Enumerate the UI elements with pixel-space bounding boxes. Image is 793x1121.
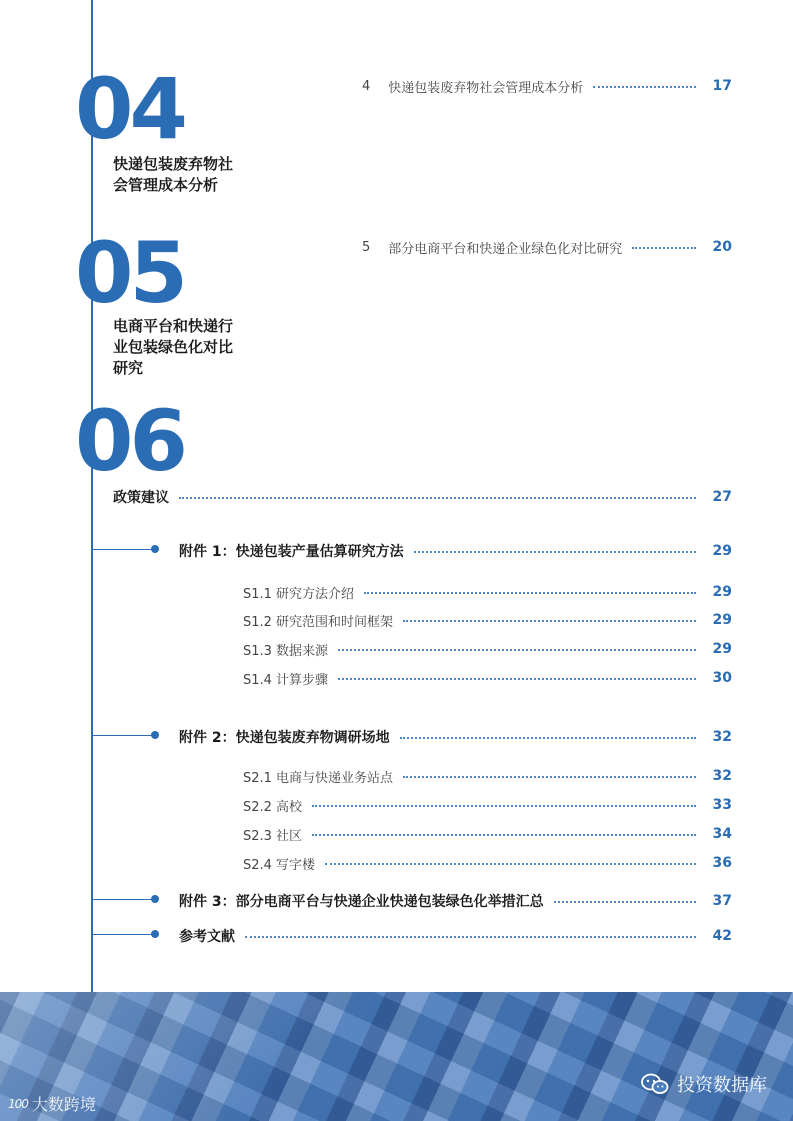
toc-chapter-number: 5 (362, 239, 371, 255)
dot-leader (338, 678, 696, 680)
appendix-bullet-dot (151, 895, 159, 903)
references-bullet-dot (151, 930, 159, 938)
toc-page-number: 29 (712, 612, 732, 628)
dot-leader (403, 776, 696, 778)
toc-page-number: 30 (712, 670, 732, 686)
toc-entry-ch5[interactable] (362, 237, 732, 257)
section-number-04: 04 (75, 60, 184, 158)
toc-page-number: 29 (712, 543, 732, 559)
appendix-bullet-dot (151, 545, 159, 553)
toc-entry-s1-4[interactable] (243, 668, 732, 688)
dot-leader (400, 737, 696, 739)
toc-page-number: 20 (712, 239, 732, 255)
toc-entry-ch6[interactable] (113, 487, 732, 507)
toc-page-number: 33 (712, 797, 732, 813)
toc-label: 附件 1：快递包装产量估算研究方法 (179, 544, 404, 560)
toc-label: 部分电商平台和快递企业绿色化对比研究 (388, 241, 623, 257)
appendix-connector-line (93, 549, 155, 550)
toc-page-number: 17 (712, 78, 732, 94)
toc-label: S2.3 社区 (243, 828, 303, 844)
section-number-05: 05 (75, 224, 184, 322)
wechat-icon (641, 1073, 669, 1095)
toc-chapter-number: 4 (362, 78, 371, 94)
section-title-line: 业包装绿色化对比 (113, 338, 234, 356)
toc-label: 快递包装废弃物社会管理成本分析 (388, 80, 584, 96)
toc-entry-s1-3[interactable] (243, 639, 732, 659)
appendix-connector-line (93, 735, 155, 736)
watermark-right-text: 投资数据库 (677, 1075, 767, 1096)
section-title-line: 会管理成本分析 (113, 176, 219, 194)
toc-page-number: 36 (712, 855, 732, 871)
watermark-right (641, 1071, 767, 1097)
toc-label: S2.1 电商与快递业务站点 (243, 770, 394, 786)
toc-entry-s2-2[interactable] (243, 795, 732, 815)
dot-leader (312, 805, 696, 807)
toc-label: S1.1 研究方法介绍 (243, 586, 355, 602)
watermark-left-text: 大数跨境 (31, 1095, 96, 1114)
toc-page-number: 27 (712, 489, 732, 505)
toc-entry-s2-1[interactable] (243, 766, 732, 786)
toc-entry-ch4[interactable] (362, 76, 732, 96)
toc-page-number: 34 (712, 826, 732, 842)
section-title-line: 快递包装废弃物社 (113, 155, 234, 173)
toc-page-number: 42 (712, 928, 732, 944)
dot-leader (325, 863, 696, 865)
dot-leader (632, 247, 696, 249)
toc-page-number: 37 (712, 893, 732, 909)
toc-entry-s1-1[interactable] (243, 582, 732, 602)
watermark-left (8, 1092, 96, 1115)
toc-label: 附件 2：快递包装废弃物调研场地 (179, 730, 390, 746)
dot-leader (554, 901, 696, 903)
section-title-04 (113, 154, 253, 196)
section-title-06: 政策建议 (113, 490, 169, 506)
parcel-photo-banner (0, 992, 793, 1121)
section-title-line: 电商平台和快递行 (113, 317, 234, 335)
toc-label: 参考文献 (179, 929, 235, 945)
watermark-logo: 100 (8, 1096, 28, 1111)
appendix-bullet-dot (151, 731, 159, 739)
section-number-06: 06 (75, 392, 184, 490)
dot-leader (179, 497, 696, 499)
toc-page-number: 29 (712, 641, 732, 657)
toc-page-number: 29 (712, 584, 732, 600)
toc-label: S1.2 研究范围和时间框架 (243, 614, 394, 630)
dot-leader (338, 649, 696, 651)
toc-label: S1.4 计算步骤 (243, 672, 329, 688)
toc-label: S2.2 高校 (243, 799, 303, 815)
dot-leader (245, 936, 696, 938)
toc-entry-references[interactable] (179, 926, 732, 946)
section-title-line: 研究 (113, 359, 144, 377)
dot-leader (593, 86, 696, 88)
section-title-05 (113, 316, 253, 379)
toc-entry-appendix-1[interactable] (179, 541, 732, 561)
dot-leader (414, 551, 696, 553)
toc-page-number: 32 (712, 729, 732, 745)
toc-label: S2.4 写字楼 (243, 857, 316, 873)
dot-leader (403, 620, 696, 622)
toc-label: 附件 3：部分电商平台与快递企业快递包装绿色化举措汇总 (179, 894, 544, 910)
toc-entry-s2-4[interactable] (243, 853, 732, 873)
toc-page-number: 32 (712, 768, 732, 784)
dot-leader (312, 834, 696, 836)
dot-leader (364, 592, 696, 594)
toc-label: S1.3 数据来源 (243, 643, 329, 659)
toc-entry-appendix-2[interactable] (179, 727, 732, 747)
toc-entry-s2-3[interactable] (243, 824, 732, 844)
toc-entry-appendix-3[interactable] (179, 891, 732, 911)
appendix-connector-line (93, 899, 155, 900)
references-connector-line (93, 934, 155, 935)
toc-entry-s1-2[interactable] (243, 610, 732, 630)
